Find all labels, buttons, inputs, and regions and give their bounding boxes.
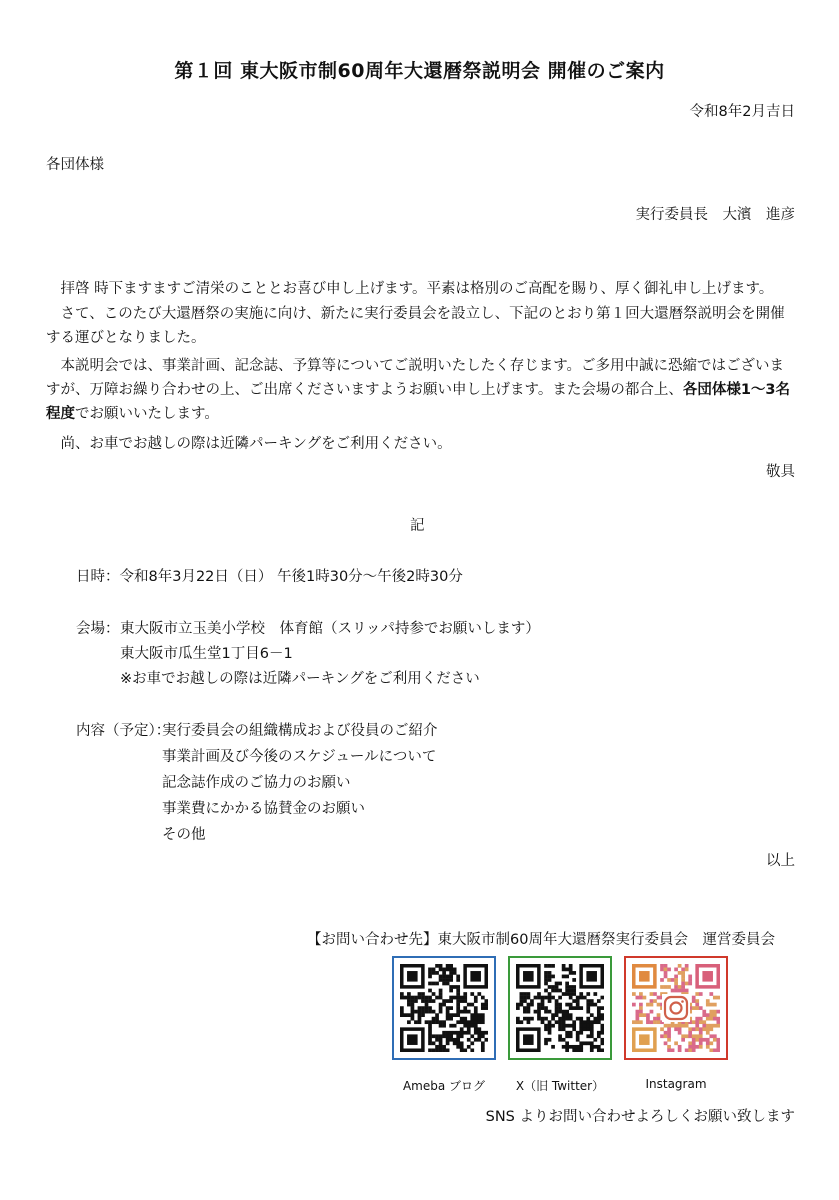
greeting-paragraph: 拝啓 時下ますますご清栄のこととお喜び申し上げます。平素は格別のご高配を賜り、厚く御礼申し上げます。 — [60, 281, 774, 297]
qr-pattern — [400, 964, 488, 1052]
sender: 実行委員長 大濱 進彦 — [635, 207, 795, 223]
recipient: 各団体様 — [46, 157, 104, 173]
ameba-label: Ameba ブログ — [402, 1079, 486, 1093]
event-datetime: 日時：令和8年3月22日（日） 午後1時30分～午後2時30分 — [76, 569, 463, 585]
closing-word: 敬具 — [766, 464, 795, 480]
issue-date: 令和8年2月吉日 — [689, 104, 795, 120]
ijou-word: 以上 — [766, 853, 795, 869]
qr-pattern — [516, 964, 604, 1052]
content-label: 内容（予定）： — [76, 723, 171, 739]
x-label: X（旧 Twitter） — [515, 1079, 605, 1093]
venue-address: 東大阪市瓜生堂1丁目6－1 — [120, 646, 293, 662]
content-item: 事業費にかかる協賛金のお願い — [162, 801, 365, 817]
venue: 東大阪市立玉美小学校 体育館（スリッパ持参でお願いします） — [120, 621, 540, 637]
sns-note: SNS よりお問い合わせよろしくお願い致します — [485, 1109, 795, 1125]
parking-note: ※お車でお越しの際は近隣パーキングをご利用ください — [120, 671, 480, 687]
content-item: 実行委員会の組織構成および役員のご紹介 — [162, 723, 438, 739]
parking-paragraph: 尚、お車でお越しの際は近隣パーキングをご利用ください。 — [60, 436, 452, 452]
instagram-qr-code[interactable] — [624, 956, 728, 1060]
content-item: その他 — [162, 827, 206, 843]
x-qr-code[interactable] — [508, 956, 612, 1060]
contact-info: 【お問い合わせ先】東大阪市制60周年大還暦祭実行委員会 運営委員会 — [307, 932, 775, 948]
instagram-label: Instagram — [645, 1077, 707, 1091]
qr-pattern — [632, 964, 720, 1052]
ameba-qr-code[interactable] — [392, 956, 496, 1060]
request-text: 本説明会では、事業計画、記念誌、予算等についてご説明いたしたく存じます。ご多用中誠に恐縮ではございますが、万障お繰り合わせの上、ご出席くださいますようお願い申し上げます。また会場の都合上、 — [46, 358, 785, 398]
ki-heading: 記 — [410, 518, 425, 534]
attendee-limit: 各団体様1～3名程度 — [46, 382, 791, 422]
content-item: 記念誌作成のご協力のお願い — [162, 775, 351, 791]
purpose-paragraph: さて、このたび大還暦祭の実施に向け、新たに実行委員会を設立し、下記のとおり第１回大還暦祭説明会を開催する運びとなりました。 — [46, 306, 785, 346]
request-text-end: でお願いいたします。 — [75, 406, 219, 422]
content-item: 事業計画及び今後のスケジュールについて — [162, 749, 437, 765]
page-title: 第１回 東大阪市制60周年大還暦祭説明会 開催のご案内 — [174, 60, 665, 82]
venue-label: 会場： — [76, 621, 120, 637]
request-paragraph — [46, 354, 798, 426]
